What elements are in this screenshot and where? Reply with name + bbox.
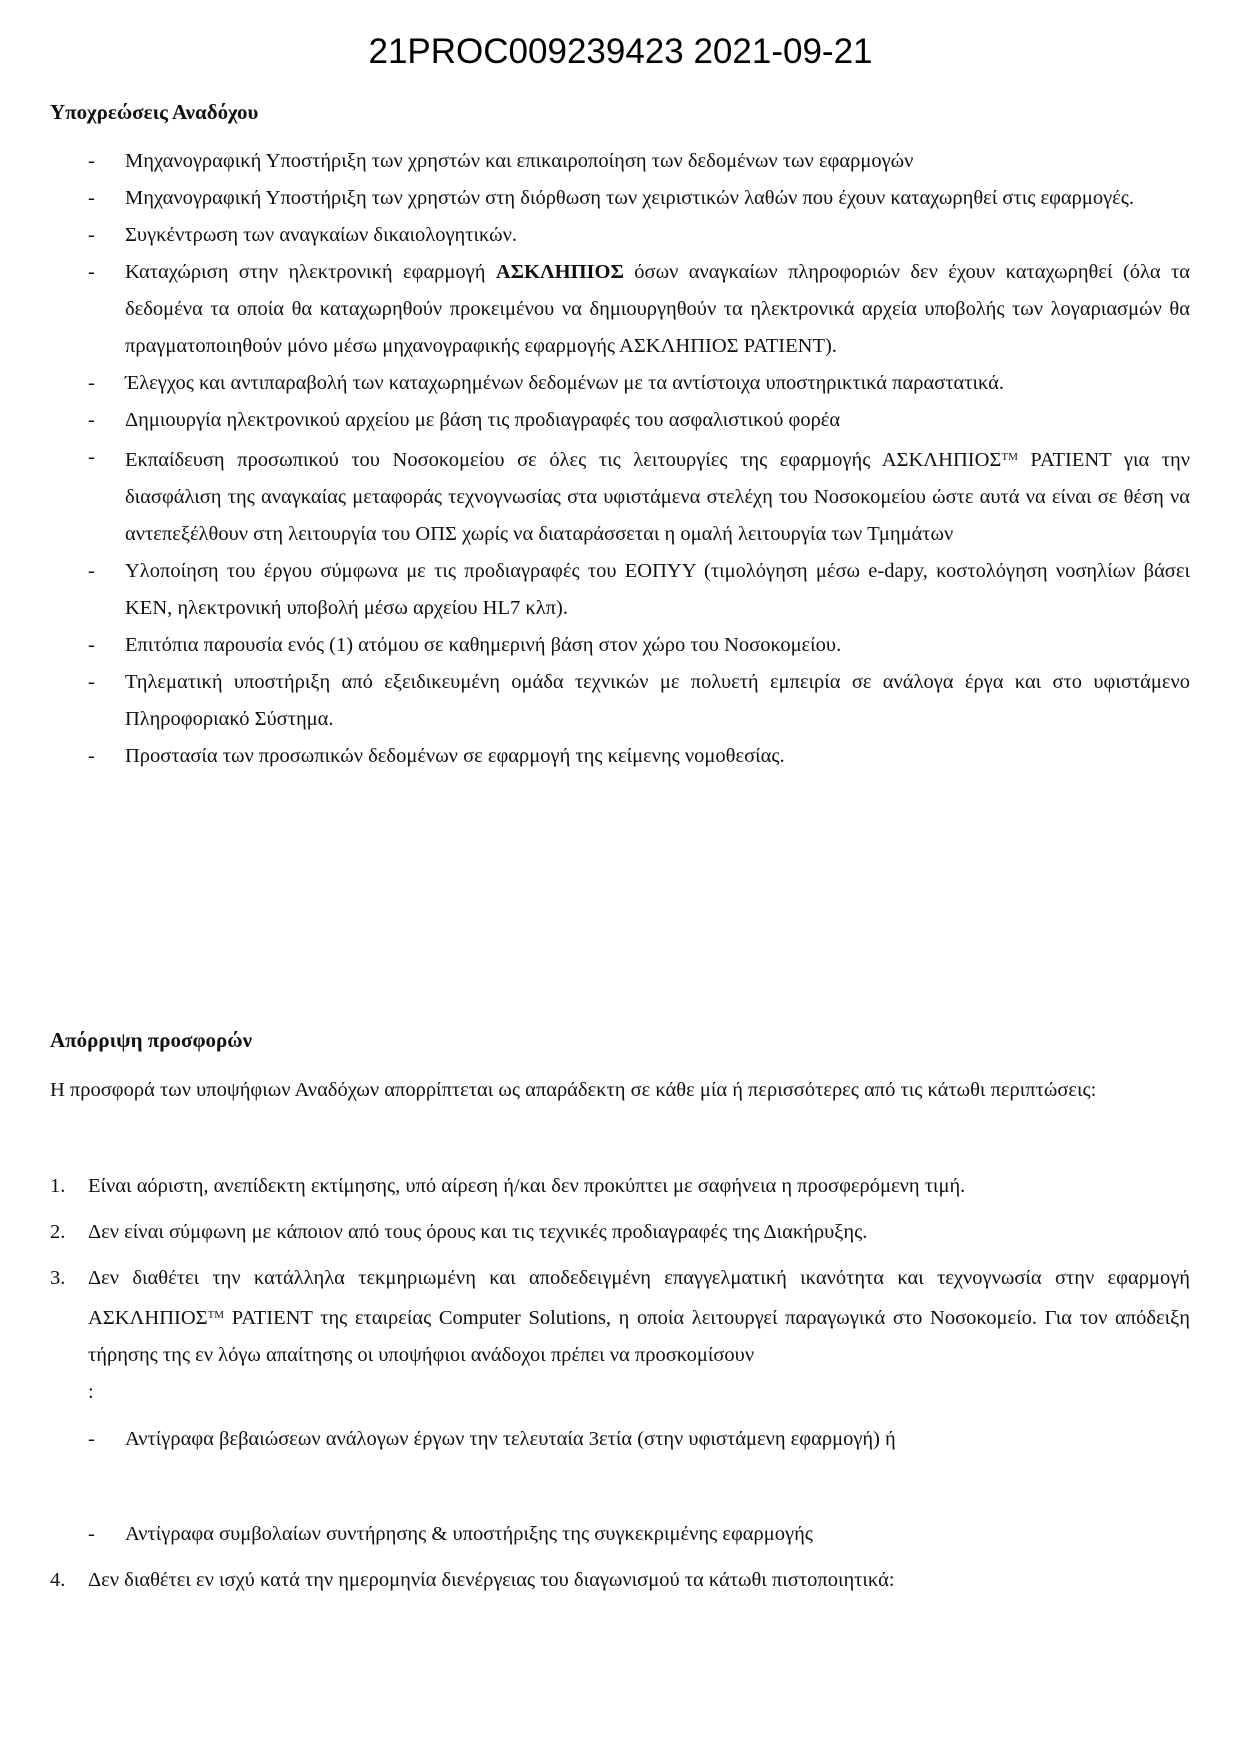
numbered-item: 3. Δεν διαθέτει την κατάλληλα τεκμηριωμένη και αποδεδειγμένη επαγγελματική ικανότητα και τεχνογνωσία στην εφαρμογή ΑΣΚΛΗΠΙΟΣ™ PATIENT της εταιρείας Computer Solutions, η οποία λειτουργεί παραγωγικά στο Νοσοκομείο. Για τον απόδειξη τήρησης της εν λόγω απαίτησης οι υποψήφιοι ανάδοχοι πρέπει να προσκομίσουν : (50, 1260, 1190, 1411)
bullet-dash: - (88, 409, 95, 431)
section-heading-offer-rejection: Απόρριψη προσφορών (50, 1028, 253, 1052)
list-item: - Τηλεματική υποστήριξη από εξειδικευμένη ομάδα τεχνικών με πολυετή εμπειρία σε ανάλογα έργα και στο υφιστάμενο Πληροφοριακό Σύστημα. (50, 664, 1190, 738)
list-item: - Έλεγχος και αντιπαραβολή των καταχωρημένων δεδομένων με τα αντίστοιχα υποστηρικτικά παραστατικά. (50, 365, 1190, 402)
trademark-mark: TM (207, 1309, 225, 1321)
bullet-dash: - (88, 372, 95, 394)
list-item: - Υλοποίηση του έργου σύμφωνα με τις προδιαγραφές του ΕΟΠΥΥ (τιμολόγηση μέσω e-dapy, κοστολόγηση νοσηλίων βάσει ΚΕΝ, ηλεκτρονική υποβολή μέσω αρχείου HL7 κλπ). (50, 553, 1190, 627)
list-item: - Μηχανογραφική Υποστήριξη των χρηστών και επικαιροποίηση των δεδομένων των εφαρμογών (50, 143, 1190, 180)
bullet-dash: - (88, 560, 95, 582)
bullet-dash: - (88, 187, 95, 209)
sub-list-item: - Αντίγραφα συμβολαίων συντήρησης & υποστήριξης της συγκεκριμένης εφαρμογής (50, 1516, 1190, 1553)
rejection-cases-list (50, 1168, 1190, 1599)
section-heading-contractor-obligations: Υποχρεώσεις Αναδόχου (50, 100, 259, 124)
numbered-item: 1. Είναι αόριστη, ανεπίδεκτη εκτίμησης, υπό αίρεση ή/και δεν προκύπτει με σαφήνεια η προσφερόμενη τιμή. (50, 1175, 966, 1197)
bullet-dash: - (88, 634, 95, 656)
list-item: - Εκπαίδευση προσωπικού του Νοσοκομείου σε όλες τις λειτουργίες της εφαρμογής ΑΣΚΛΗΠΙΟΣ™ PATIENT για την διασφάλιση της αναγκαίας μεταφοράς τεχνογνωσίας στα υφιστάμενα στελέχη του Νοσοκομείου ώστε αυτά να είναι σε θέση να αντεπεξέλθουν στη λειτουργία του ΟΠΣ χωρίς να διαταράσσεται η ομαλή λειτουργία των Τμημάτων (50, 439, 1190, 553)
list-item: - Καταχώριση στην ηλεκτρονική εφαρμογή ΑΣΚΛΗΠΙΟΣ όσων αναγκαίων πληροφοριών δεν έχουν καταχωρηθεί (όλα τα δεδομένα τα οποία θα καταχωρηθούν προκειμένου να δημιουργηθούν τα ηλεκτρονικά αρχεία υποβολής των λογαριασμών θα πραγματοποιηθούν μόνο μέσω μηχανογραφικής εφαρμογής ΑΣΚΛΗΠΙΟΣ PATIENT). (50, 254, 1190, 365)
bold-app-name: ΑΣΚΛΗΠΙΟΣ (495, 261, 624, 283)
offer-rejection-intro: Η προσφορά των υποψήφιων Αναδόχων απορρίπτεται ως απαράδεκτη σε κάθε μία ή περισσότερες από τις κάτωθι περιπτώσεις: (50, 1079, 1097, 1101)
list-item: - Δημιουργία ηλεκτρονικού αρχείου με βάση τις προδιαγραφές του ασφαλιστικού φορέα (50, 402, 1190, 439)
bullet-dash: - (88, 1523, 95, 1545)
bullet-dash: - (88, 1428, 95, 1450)
document-id-header: 21PROC009239423 2021-09-21 (368, 32, 873, 71)
numbered-item: 2. Δεν είναι σύμφωνη με κάποιον από τους όρους και τις τεχνικές προδιαγραφές της Διακήρυξης. (50, 1221, 868, 1243)
contractor-obligations-list (50, 143, 1190, 775)
list-item: - Προστασία των προσωπικών δεδομένων σε εφαρμογή της κείμενης νομοθεσίας. (50, 738, 1190, 775)
bullet-dash: - (88, 261, 95, 283)
list-item: - Επιτόπια παρουσία ενός (1) ατόμου σε καθημερινή βάση στον χώρο του Νοσοκομείου. (50, 627, 1190, 664)
bullet-dash: - (88, 150, 95, 172)
bullet-dash: - (88, 224, 95, 246)
bullet-dash: - (88, 671, 95, 693)
bullet-dash: - (88, 446, 95, 468)
numbered-item: 4. Δεν διαθέτει εν ισχύ κατά την ημερομηνία διενέργειας του διαγωνισμού τα κάτωθι πιστοποιητικά: (50, 1569, 895, 1591)
trailing-colon: : (88, 1381, 94, 1403)
list-item: - Συγκέντρωση των αναγκαίων δικαιολογητικών. (50, 217, 1190, 254)
trademark-mark: TM (1001, 451, 1018, 463)
bullet-dash: - (88, 745, 95, 767)
list-item: - Μηχανογραφική Υποστήριξη των χρηστών στη διόρθωση των χειριστικών λαθών που έχουν καταχωρηθεί στις εφαρμογές. (50, 180, 1190, 217)
sub-list-item: - Αντίγραφα βεβαιώσεων ανάλογων έργων την τελευταία 3ετία (στην υφιστάμενη εφαρμογή) ή (50, 1421, 1190, 1458)
